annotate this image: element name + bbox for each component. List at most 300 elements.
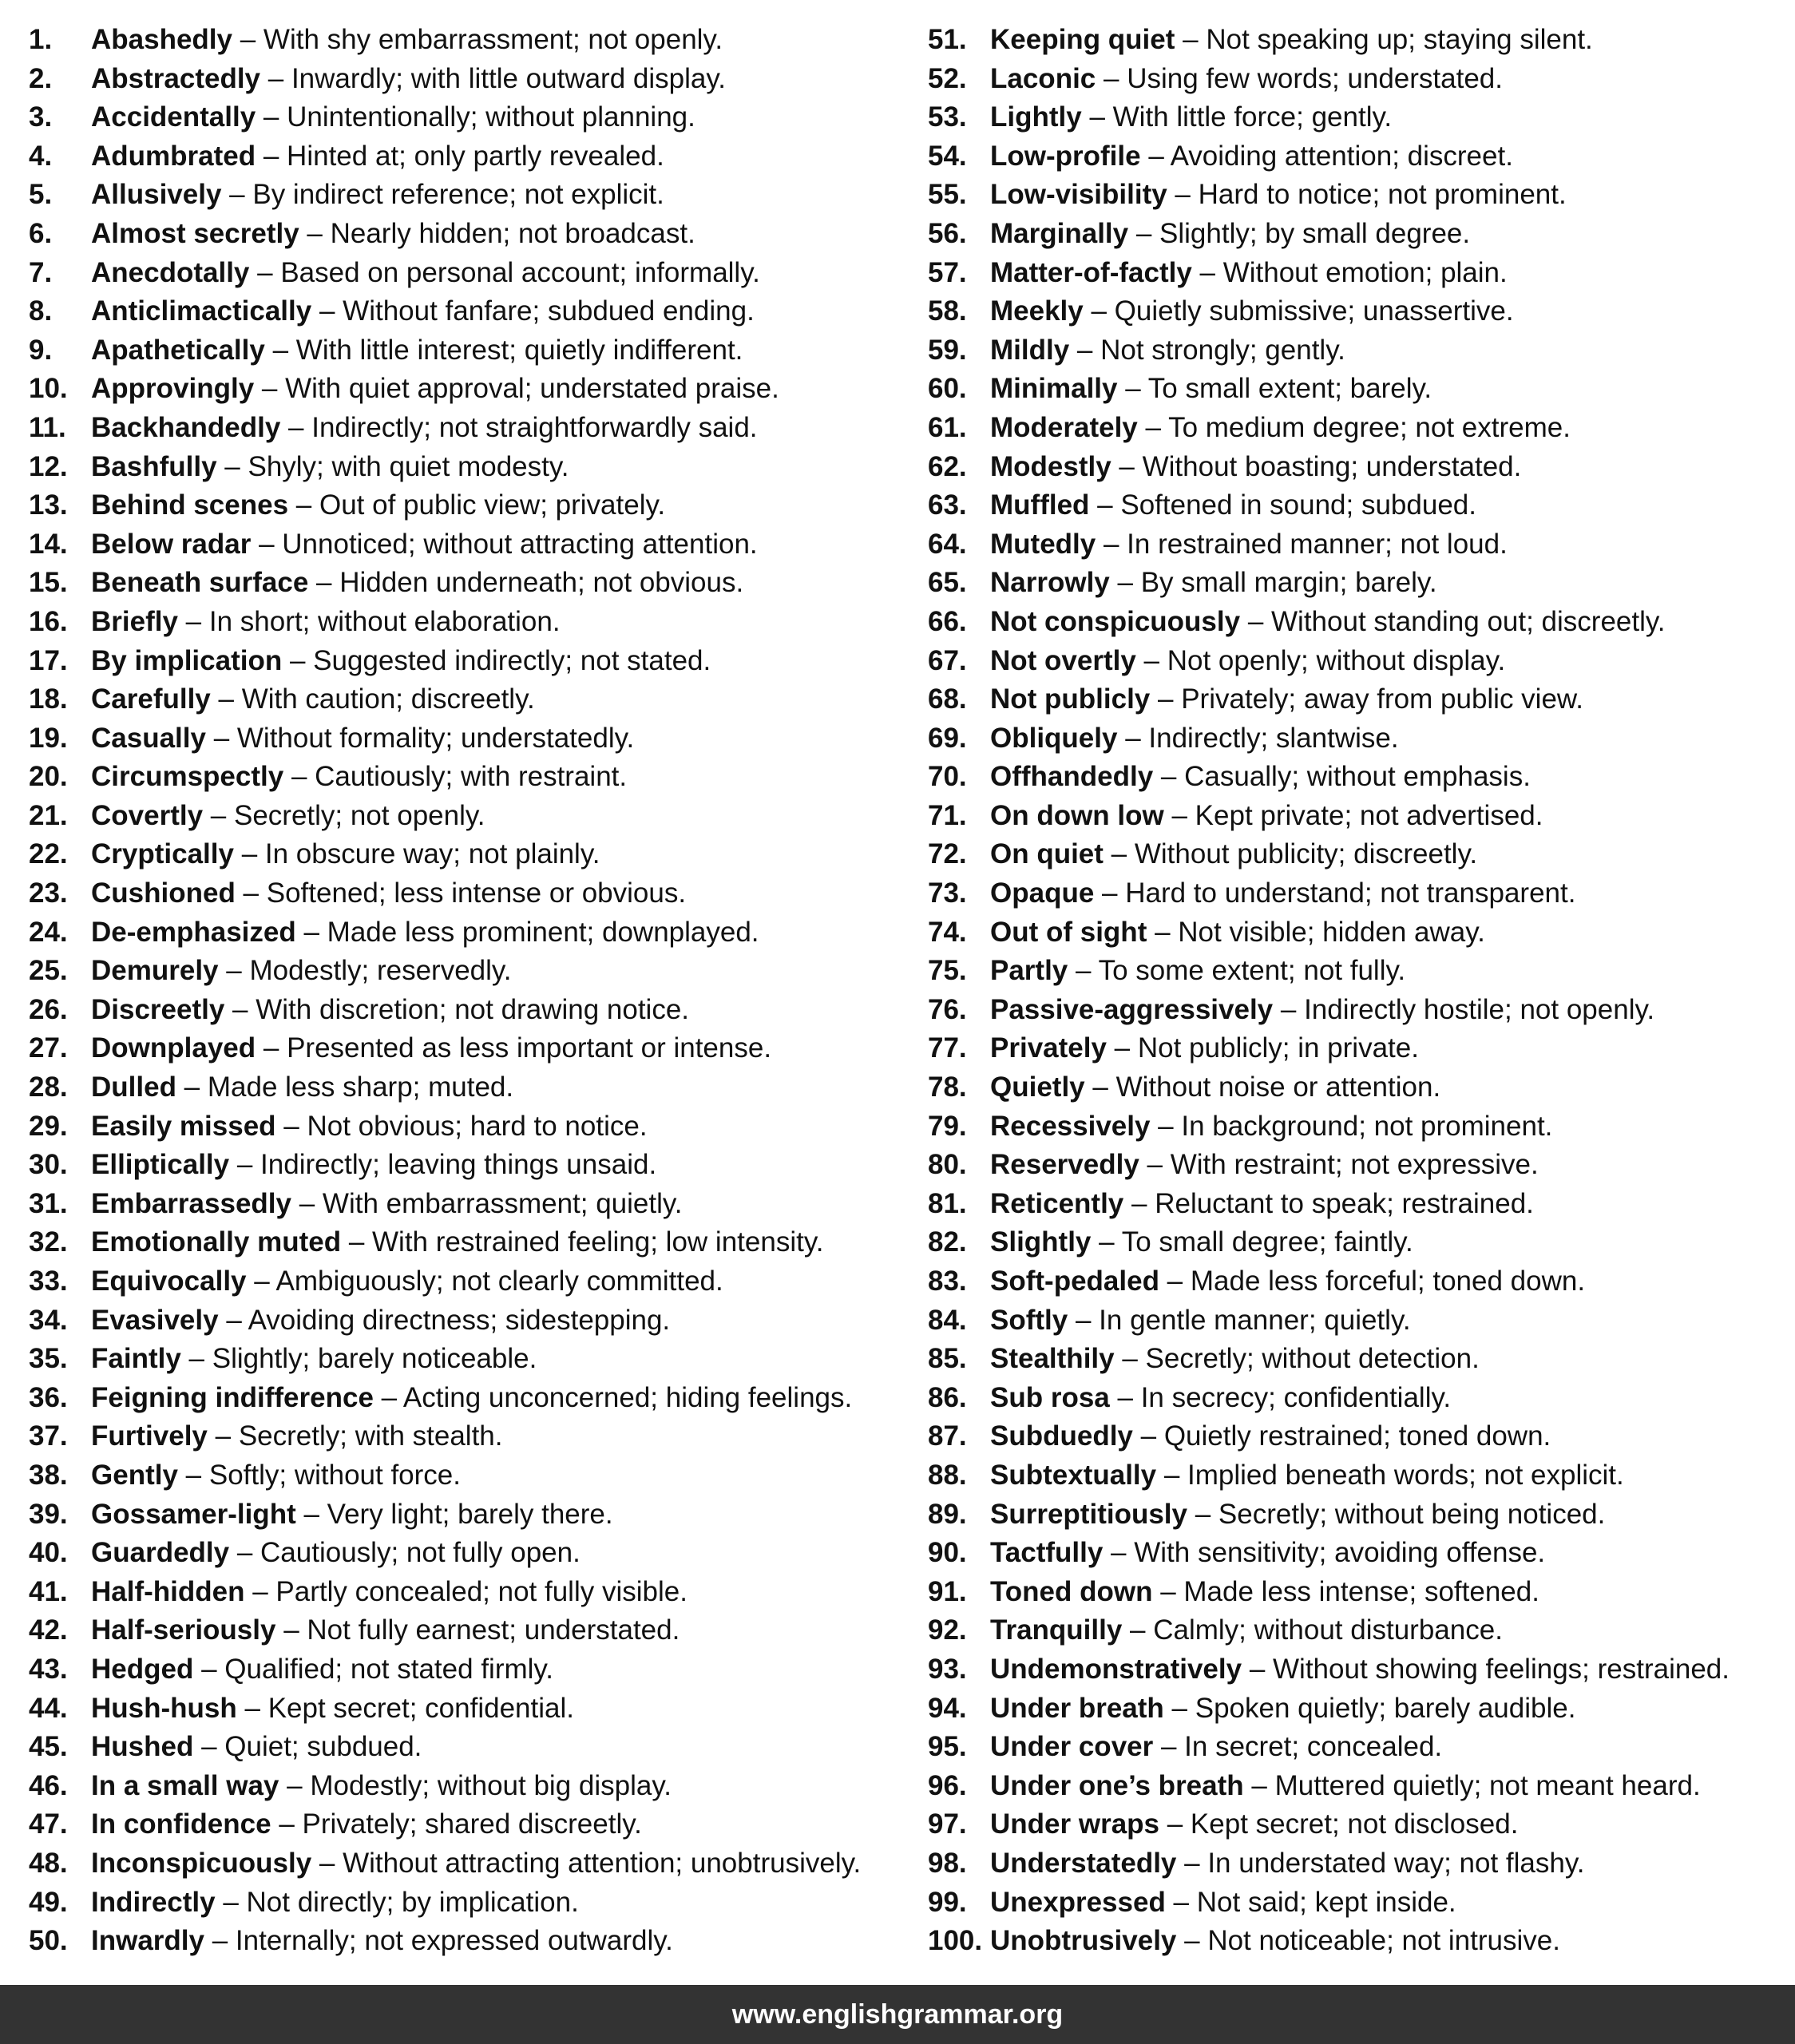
word-list-column-right: [928, 21, 1795, 1961]
item-number: 98.: [928, 1847, 967, 1879]
item-term: Marginally: [990, 217, 1129, 249]
item-definition: Not fully earnest; understated.: [307, 1614, 680, 1646]
item-separator: –: [177, 1459, 209, 1491]
item-separator: –: [308, 567, 340, 599]
item-definition: In secret; concealed.: [1184, 1731, 1443, 1763]
item-number: 27.: [29, 1032, 68, 1064]
item-separator: –: [283, 761, 315, 793]
item-definition: Not directly; by implication.: [246, 1886, 579, 1918]
item-term: Tactfully: [990, 1537, 1104, 1569]
list-item: [928, 98, 1795, 137]
item-separator: –: [1191, 256, 1223, 288]
item-separator: –: [229, 1149, 261, 1181]
item-number: 40.: [29, 1537, 68, 1569]
item-number: 32.: [29, 1226, 68, 1258]
item-number: 31.: [29, 1187, 68, 1219]
item-number: 54.: [928, 140, 967, 172]
footer-bar: [0, 1985, 1795, 2044]
item-term: Feigning indifference: [91, 1381, 374, 1413]
item-definition: Implied beneath words; not explicit.: [1187, 1459, 1624, 1491]
item-definition: Avoiding attention; discreet.: [1170, 140, 1513, 172]
list-item: [928, 331, 1795, 370]
item-definition: Without formality; understatedly.: [236, 722, 635, 754]
list-item: [29, 1611, 923, 1650]
item-number: 34.: [29, 1304, 68, 1336]
item-term: Cushioned: [91, 877, 236, 909]
item-number: 55.: [928, 179, 967, 211]
item-number: 5.: [29, 179, 53, 211]
item-term: Approvingly: [91, 373, 255, 405]
item-term: Slightly: [990, 1226, 1092, 1258]
item-number: 94.: [928, 1692, 967, 1724]
item-definition: With restraint; not expressive.: [1170, 1149, 1539, 1181]
list-item: [29, 797, 923, 836]
item-term: Half-seriously: [91, 1614, 276, 1646]
item-definition: Not noticeable; not intrusive.: [1207, 1925, 1560, 1957]
item-definition: Nearly hidden; not broadcast.: [330, 217, 695, 249]
item-definition: Slightly; by small degree.: [1159, 217, 1471, 249]
item-separator: –: [1159, 1808, 1191, 1840]
item-separator: –: [1243, 1769, 1275, 1801]
item-term: Quietly: [990, 1072, 1085, 1103]
item-definition: Secretly; without detection.: [1145, 1343, 1480, 1375]
item-term: Low-visibility: [990, 179, 1167, 211]
item-term: Opaque: [990, 877, 1095, 909]
item-number: 65.: [928, 567, 967, 599]
item-term: In confidence: [91, 1808, 271, 1840]
list-item: [928, 1922, 1795, 1961]
item-separator: –: [229, 1537, 261, 1569]
list-item: [29, 1417, 923, 1456]
list-item: [928, 254, 1795, 293]
item-term: Apathetically: [91, 334, 265, 366]
item-definition: Made less forceful; toned down.: [1190, 1266, 1586, 1297]
item-definition: Reluctant to speak; restrained.: [1155, 1187, 1534, 1219]
item-definition: With restrained feeling; low intensity.: [372, 1226, 824, 1258]
item-number: 37.: [29, 1420, 68, 1452]
list-item: [29, 137, 923, 176]
item-term: Demurely: [91, 955, 219, 987]
list-item: [928, 1185, 1795, 1224]
item-number: 43.: [29, 1653, 68, 1685]
item-number: 48.: [29, 1847, 68, 1879]
item-separator: –: [1096, 62, 1127, 94]
item-separator: –: [275, 1614, 307, 1646]
item-term: Not overtly: [990, 644, 1136, 676]
item-term: Carefully: [91, 683, 211, 715]
item-term: Sub rosa: [990, 1381, 1110, 1413]
item-separator: –: [232, 24, 264, 55]
list-item: [928, 758, 1795, 797]
item-separator: –: [1156, 1459, 1188, 1491]
item-number: 96.: [928, 1769, 967, 1801]
item-separator: –: [218, 955, 250, 987]
word-list: [0, 21, 1795, 1963]
item-separator: –: [1242, 1653, 1274, 1685]
item-separator: –: [246, 1266, 276, 1297]
item-definition: Very light; barely there.: [327, 1498, 613, 1530]
item-term: Inconspicuously: [91, 1847, 312, 1879]
item-number: 39.: [29, 1498, 68, 1530]
item-separator: –: [1084, 1072, 1116, 1103]
item-separator: –: [205, 722, 237, 754]
item-definition: Indirectly; not straightforwardly said.: [311, 411, 758, 443]
item-term: Recessively: [990, 1110, 1151, 1142]
item-separator: –: [235, 877, 267, 909]
item-number: 84.: [928, 1304, 967, 1336]
item-definition: Hidden underneath; not obvious.: [339, 567, 744, 599]
item-number: 23.: [29, 877, 68, 909]
list-item: [29, 913, 923, 953]
item-separator: –: [1068, 955, 1099, 987]
item-definition: Quiet; subdued.: [224, 1731, 422, 1763]
item-number: 85.: [928, 1343, 967, 1375]
item-term: Passive-aggressively: [990, 993, 1274, 1025]
item-term: Adumbrated: [91, 140, 256, 172]
item-term: Laconic: [990, 62, 1096, 94]
item-definition: Made less sharp; muted.: [207, 1072, 514, 1103]
item-separator: –: [218, 1304, 248, 1336]
item-term: Understatedly: [990, 1847, 1177, 1879]
item-number: 56.: [928, 217, 967, 249]
list-item: [29, 370, 923, 409]
item-term: Abashedly: [91, 24, 232, 55]
item-number: 9.: [29, 334, 53, 366]
list-item: [29, 991, 923, 1030]
item-term: Stealthily: [990, 1343, 1115, 1375]
list-item: [928, 874, 1795, 913]
list-item: [29, 1029, 923, 1068]
item-term: Gossamer-light: [91, 1498, 296, 1530]
item-separator: –: [295, 916, 327, 948]
item-term: Unobtrusively: [990, 1925, 1177, 1957]
list-item: [29, 254, 923, 293]
item-definition: Ambiguously; not clearly committed.: [275, 1266, 723, 1297]
item-definition: With quiet approval; understated praise.: [285, 373, 779, 405]
item-separator: –: [1091, 1226, 1122, 1258]
item-term: Partly: [990, 955, 1068, 987]
list-item: [928, 1340, 1795, 1379]
item-number: 18.: [29, 683, 68, 715]
item-term: Modestly: [990, 450, 1111, 482]
item-definition: Without publicity; discreetly.: [1134, 838, 1478, 870]
item-number: 3.: [29, 101, 53, 133]
list-item: [928, 1262, 1795, 1301]
item-term: Gently: [91, 1459, 178, 1491]
item-term: Tranquilly: [990, 1614, 1123, 1646]
item-number: 44.: [29, 1692, 68, 1724]
item-definition: Not said; kept inside.: [1196, 1886, 1456, 1918]
list-item: [29, 603, 923, 642]
item-separator: –: [1159, 1266, 1191, 1297]
item-number: 45.: [29, 1731, 68, 1763]
item-term: Circumspectly: [91, 761, 284, 793]
item-definition: Made less prominent; downplayed.: [327, 916, 759, 948]
list-item: [928, 797, 1795, 836]
item-term: Subtextually: [990, 1459, 1157, 1491]
item-number: 100.: [928, 1925, 983, 1957]
list-item: [29, 719, 923, 759]
item-definition: In restrained manner; not loud.: [1127, 528, 1508, 560]
item-term: Undemonstratively: [990, 1653, 1242, 1685]
item-number: 90.: [928, 1537, 967, 1569]
list-item: [29, 1262, 923, 1301]
list-item: [928, 564, 1795, 603]
list-item: [29, 680, 923, 719]
item-definition: With caution; discreetly.: [241, 683, 535, 715]
item-number: 24.: [29, 916, 68, 948]
item-term: In a small way: [91, 1769, 279, 1801]
item-number: 16.: [29, 605, 68, 637]
item-number: 75.: [928, 955, 967, 987]
item-number: 62.: [928, 450, 967, 482]
item-number: 35.: [29, 1343, 68, 1375]
item-separator: –: [341, 1226, 373, 1258]
item-number: 28.: [29, 1072, 68, 1103]
item-separator: –: [1069, 334, 1101, 366]
list-item: [29, 1844, 923, 1884]
item-separator: –: [1094, 877, 1126, 909]
item-term: Hedged: [91, 1653, 194, 1685]
item-number: 77.: [928, 1032, 967, 1064]
item-term: Emotionally muted: [91, 1226, 342, 1258]
item-number: 53.: [928, 101, 967, 133]
item-term: Under cover: [990, 1731, 1154, 1763]
item-term: Abstractedly: [91, 62, 261, 94]
item-number: 52.: [928, 62, 967, 94]
item-definition: Not strongly; gently.: [1100, 334, 1345, 366]
item-definition: With shy embarrassment; not openly.: [263, 24, 723, 55]
item-term: Covertly: [91, 799, 204, 831]
list-item: [29, 1340, 923, 1379]
list-item: [29, 448, 923, 487]
item-separator: –: [1163, 799, 1195, 831]
item-separator: –: [1068, 1304, 1100, 1336]
item-number: 13.: [29, 489, 68, 521]
item-term: On quiet: [990, 838, 1104, 870]
item-definition: Indirectly; slantwise.: [1148, 722, 1399, 754]
item-number: 78.: [928, 1072, 967, 1103]
list-item: [29, 1379, 923, 1418]
item-definition: Unnoticed; without attracting attention.: [282, 528, 758, 560]
list-item: [29, 758, 923, 797]
item-number: 42.: [29, 1614, 68, 1646]
item-term: Half-hidden: [91, 1575, 245, 1607]
list-item: [29, 1456, 923, 1495]
item-term: Toned down: [990, 1575, 1153, 1607]
item-definition: Avoiding directness; sidestepping.: [248, 1304, 671, 1336]
item-number: 81.: [928, 1187, 967, 1219]
list-item: [928, 1728, 1795, 1767]
item-term: Minimally: [990, 373, 1118, 405]
item-definition: To some extent; not fully.: [1098, 955, 1406, 987]
item-definition: Without showing feelings; restrained.: [1273, 1653, 1730, 1685]
list-item: [928, 1417, 1795, 1456]
item-definition: Indirectly; leaving things unsaid.: [260, 1149, 657, 1181]
item-term: Bashfully: [91, 450, 217, 482]
list-item: [29, 1185, 923, 1224]
item-number: 92.: [928, 1614, 967, 1646]
item-term: De-emphasized: [91, 916, 296, 948]
item-separator: –: [177, 605, 209, 637]
item-term: Mildly: [990, 334, 1070, 366]
item-separator: –: [311, 295, 343, 327]
item-definition: Made less intense; softened.: [1183, 1575, 1539, 1607]
item-number: 74.: [928, 916, 967, 948]
item-definition: Secretly; without being noticed.: [1218, 1498, 1606, 1530]
item-term: Under breath: [990, 1692, 1164, 1724]
item-definition: Without noise or attention.: [1115, 1072, 1441, 1103]
item-number: 63.: [928, 489, 967, 521]
list-item: [29, 1301, 923, 1341]
item-definition: Without boasting; understated.: [1142, 450, 1522, 482]
item-number: 59.: [928, 334, 967, 366]
item-definition: To small degree; faintly.: [1121, 1226, 1413, 1258]
item-separator: –: [193, 1653, 225, 1685]
list-item: [29, 1223, 923, 1262]
item-term: Briefly: [91, 605, 178, 637]
list-item: [29, 1884, 923, 1923]
item-separator: –: [280, 411, 312, 443]
item-separator: –: [203, 799, 234, 831]
item-number: 57.: [928, 256, 967, 288]
item-definition: Using few words; understated.: [1127, 62, 1503, 94]
item-number: 2.: [29, 62, 53, 94]
list-item: [928, 1223, 1795, 1262]
list-item: [928, 642, 1795, 681]
item-separator: –: [224, 993, 256, 1025]
item-number: 46.: [29, 1769, 68, 1801]
item-definition: To small extent; barely.: [1147, 373, 1432, 405]
item-separator: –: [1103, 1537, 1135, 1569]
item-term: Faintly: [91, 1343, 181, 1375]
list-item: [928, 1805, 1795, 1844]
item-separator: –: [221, 179, 253, 211]
item-separator: –: [1117, 722, 1149, 754]
item-number: 22.: [29, 838, 68, 870]
list-item: [29, 1650, 923, 1689]
item-definition: By indirect reference; not explicit.: [252, 179, 664, 211]
item-number: 4.: [29, 140, 53, 172]
list-item: [928, 719, 1795, 759]
item-term: Softly: [990, 1304, 1068, 1336]
item-term: Equivocally: [91, 1266, 247, 1297]
item-definition: Based on personal account; informally.: [280, 256, 760, 288]
item-number: 58.: [928, 295, 967, 327]
word-list-column-left: [29, 21, 923, 1961]
list-item: [928, 1456, 1795, 1495]
item-definition: Not obvious; hard to notice.: [307, 1110, 648, 1142]
item-separator: –: [176, 1072, 208, 1103]
item-definition: With little force; gently.: [1112, 101, 1393, 133]
item-definition: Quietly submissive; unassertive.: [1114, 295, 1514, 327]
item-separator: –: [256, 140, 287, 172]
list-item: [928, 952, 1795, 991]
list-item: [29, 1068, 923, 1107]
item-term: Anticlimactically: [91, 295, 312, 327]
item-separator: –: [1106, 1032, 1138, 1064]
list-item: [29, 564, 923, 603]
item-term: Elliptically: [91, 1149, 230, 1181]
item-separator: –: [1128, 217, 1160, 249]
item-separator: –: [299, 217, 331, 249]
item-number: 30.: [29, 1149, 68, 1181]
item-number: 89.: [928, 1498, 967, 1530]
item-number: 61.: [928, 411, 967, 443]
item-definition: Privately; shared discreetly.: [302, 1808, 642, 1840]
item-separator: –: [1153, 1731, 1185, 1763]
list-item: [928, 991, 1795, 1030]
list-item: [928, 603, 1795, 642]
item-term: Reticently: [990, 1187, 1124, 1219]
item-definition: Muttered quietly; not meant heard.: [1274, 1769, 1701, 1801]
list-item: [29, 1107, 923, 1147]
item-number: 80.: [928, 1149, 967, 1181]
item-number: 50.: [29, 1925, 68, 1957]
item-definition: Presented as less important or intense.: [287, 1032, 772, 1064]
item-definition: In secrecy; confidentially.: [1140, 1381, 1452, 1413]
item-number: 11.: [29, 411, 66, 443]
item-separator: –: [1176, 1847, 1208, 1879]
item-separator: –: [1176, 1925, 1208, 1957]
item-definition: Cautiously; not fully open.: [260, 1537, 581, 1569]
list-item: [29, 215, 923, 254]
item-term: On down low: [990, 799, 1164, 831]
item-definition: Quietly restrained; toned down.: [1163, 1420, 1551, 1452]
list-item: [29, 1767, 923, 1806]
item-number: 36.: [29, 1381, 68, 1413]
item-term: Hush-hush: [91, 1692, 237, 1724]
list-item: [928, 1029, 1795, 1068]
item-definition: Slightly; barely noticeable.: [212, 1343, 537, 1375]
item-term: Under one’s breath: [990, 1769, 1244, 1801]
list-item: [928, 680, 1795, 719]
item-separator: –: [1109, 567, 1141, 599]
item-term: Anecdotally: [91, 256, 250, 288]
list-item: [29, 98, 923, 137]
item-number: 69.: [928, 722, 967, 754]
list-item: [29, 642, 923, 681]
item-definition: In background; not prominent.: [1181, 1110, 1553, 1142]
item-separator: –: [180, 1343, 212, 1375]
item-separator: –: [236, 1692, 268, 1724]
item-number: 29.: [29, 1110, 68, 1142]
item-term: Surreptitiously: [990, 1498, 1187, 1530]
item-separator: –: [291, 1187, 323, 1219]
list-item: [29, 1146, 923, 1185]
item-term: Reservedly: [990, 1149, 1139, 1181]
footer-website[interactable]: www.englishgrammar.org: [731, 1999, 1064, 2030]
list-item: [928, 60, 1795, 99]
item-separator: –: [1109, 1381, 1141, 1413]
item-separator: –: [254, 373, 286, 405]
item-term: Hushed: [91, 1731, 194, 1763]
list-item: [29, 1689, 923, 1729]
list-item: [29, 835, 923, 874]
list-item: [928, 1884, 1795, 1923]
list-item: [29, 952, 923, 991]
item-number: 70.: [928, 761, 967, 793]
item-separator: –: [1139, 1149, 1171, 1181]
list-item: [928, 370, 1795, 409]
item-term: Meekly: [990, 295, 1084, 327]
item-definition: Suggested indirectly; not stated.: [313, 644, 711, 676]
item-definition: Without fanfare; subdued ending.: [343, 295, 755, 327]
list-item: [928, 835, 1795, 874]
item-term: Allusively: [91, 179, 222, 211]
item-number: 72.: [928, 838, 967, 870]
item-separator: –: [207, 1420, 239, 1452]
